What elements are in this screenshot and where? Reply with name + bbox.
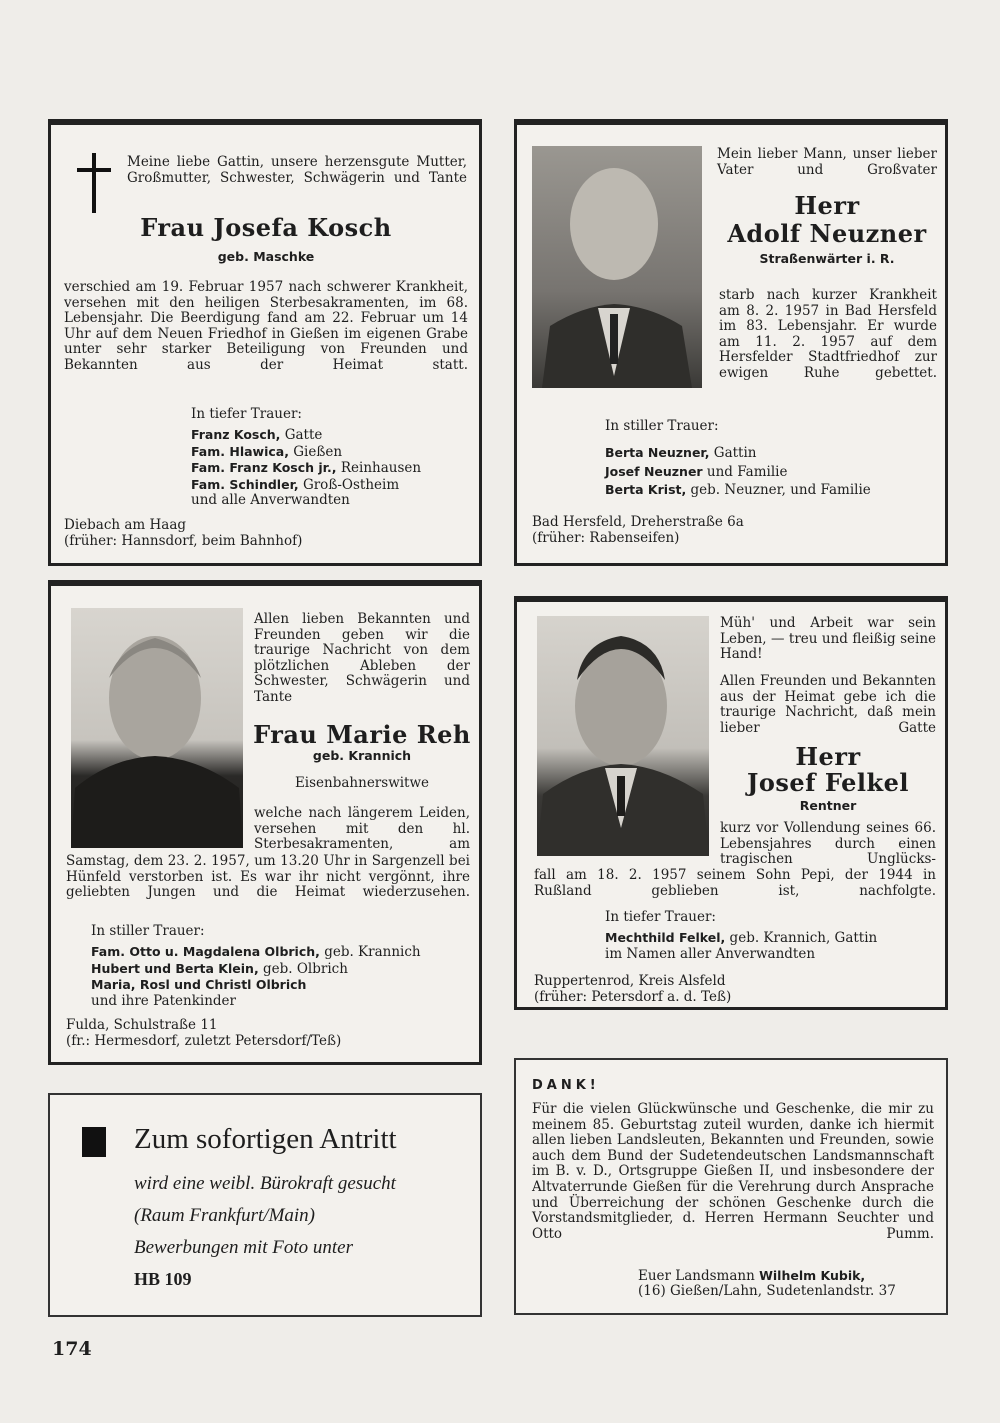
- felkel-address-2: (früher: Petersdorf a. d. Teß): [534, 989, 732, 1005]
- reh-born: geb. Krannich: [312, 748, 412, 763]
- job-advertisement: [48, 1093, 482, 1317]
- felkel-intro-2: Allen Freunden und Bekannten aus der Heimat gebe ich die traurige Nachricht, daß mein lieber Gatte: [720, 673, 936, 736]
- thanks-title: DANK!: [532, 1078, 600, 1093]
- mourner-line: Fam. Hlawica, Gießen: [191, 443, 343, 460]
- felkel-name: Josef Felkel: [747, 768, 909, 797]
- square-bullet-icon: [82, 1127, 106, 1157]
- neuzner-address-1: Bad Hersfeld, Dreherstraße 6a: [532, 514, 744, 530]
- neuzner-address-2: (früher: Rabenseifen): [532, 530, 680, 546]
- felkel-body-1: kurz vor Vollendung seines 66. Lebensjahres durch einen tragischen Unglücks-: [720, 820, 936, 868]
- thanks-body: Für die vielen Glückwünsche und Geschenke, die mir zu meinem 85. Geburtstag zuteil wurden, danke ich hiermit allen lieben Landsleuten, Bekannten und Freunden, sowie auch dem Bund der Sudetendeutschen Landsmannschaft im B. v. D., Ortsgruppe Gießen II, und insbesondere der Altvaterrunde Gießen für die Verehrung durch Ansprache und Überreichung der schönen Geschenke durch die Vorstandsmitglieder, d. Herren Hermann Seuchter und Otto Pumm.: [532, 1101, 934, 1242]
- reh-address-2: (fr.: Hermesdorf, zuletzt Petersdorf/Teß): [66, 1033, 342, 1049]
- neuzner-occupation: Straßenwärter i. R.: [759, 251, 895, 266]
- felkel-title: Herr: [795, 742, 861, 771]
- reh-address-1: Fulda, Schulstraße 11: [66, 1017, 218, 1033]
- felkel-mourners: [605, 930, 935, 962]
- portrait-photo: [532, 146, 702, 388]
- obituary-reh: [48, 580, 482, 1065]
- mourner-line: Fam. Otto u. Magdalena Olbrich, geb. Krannich: [91, 944, 421, 960]
- obituary-felkel: [514, 596, 948, 1010]
- kosch-name: Frau Josefa Kosch: [140, 213, 392, 242]
- neuzner-mourners: [605, 445, 935, 499]
- kosch-body: verschied am 19. Februar 1957 nach schwerer Krankheit, versehen mit den heiligen Sterbesakramenten, im 68. Lebensjahr. Die Beerdigung fand am 22. Februar um 14 Uhr auf dem Neuen Friedhof in Gießen im eigenen Grabe unter sehr starker Beteiligung von Freunden und Bekannten aus der Heimat statt.: [64, 279, 468, 373]
- mourner-line: Maria, Rosl und Christl Olbrich: [91, 977, 307, 993]
- job-line-1: wird eine weibl. Bürokraft gesucht: [134, 1173, 396, 1194]
- mourner-line: Berta Neuzner, Gattin: [605, 445, 757, 461]
- neuzner-mourning-title: In stiller Trauer:: [605, 418, 719, 434]
- neuzner-title: Herr: [794, 191, 860, 220]
- cross-icon: [77, 153, 111, 213]
- portrait-photo: [537, 616, 709, 856]
- reh-body-2: Samstag, dem 23. 2. 1957, um 13.20 Uhr in Sargenzell bei Hünfeld verstorben ist. Es war ihr nicht vergönnt, ihre geliebten Jungen und die Heimat wiederzusehen.: [66, 853, 470, 901]
- reh-mourners: [91, 944, 481, 1009]
- kosch-born: geb. Maschke: [217, 249, 315, 264]
- mourner-line: und ihre Patenkinder: [91, 992, 236, 1009]
- job-line-2: (Raum Frankfurt/Main): [134, 1205, 316, 1226]
- felkel-occupation: Rentner: [799, 798, 857, 813]
- kosch-address-1: Diebach am Haag: [64, 517, 187, 533]
- obituary-neuzner: [514, 119, 948, 566]
- mourner-line: Fam. Schindler, Groß-Ostheim: [191, 476, 400, 493]
- mourner-line: Mechthild Felkel, geb. Krannich, Gattin: [605, 930, 878, 946]
- thanks-signoff: Euer Landsmann: [638, 1268, 755, 1284]
- kosch-address-2: (früher: Hannsdorf, beim Bahnhof): [64, 533, 303, 549]
- neuzner-name: Adolf Neuzner: [727, 219, 927, 248]
- mourner-line: im Namen aller Anverwandten: [605, 945, 816, 962]
- kosch-mourning-title: In tiefer Trauer:: [191, 406, 302, 422]
- felkel-mourning-title: In tiefer Trauer:: [605, 909, 716, 925]
- kosch-mourners: [191, 427, 481, 509]
- job-headline: Zum sofortigen Antritt: [134, 1123, 397, 1155]
- portrait-photo: [71, 608, 243, 848]
- felkel-body-2: fall am 18. 2. 1957 seinem Sohn Pepi, der 1944 in Rußland geblieben ist, nachfolgte.: [534, 867, 936, 899]
- kosch-intro: Meine liebe Gattin, unsere herzensgute Mutter, Großmutter, Schwester, Schwägerin und Tante: [127, 154, 467, 186]
- mourner-line: Fam. Franz Kosch jr., Reinhausen: [191, 460, 422, 477]
- reh-occupation: Eisenbahnerswitwe: [294, 775, 430, 791]
- obituary-kosch: [48, 119, 482, 566]
- mourner-line: Franz Kosch, Gatte: [191, 427, 323, 443]
- mourner-line: Berta Krist, geb. Neuzner, und Familie: [605, 482, 871, 499]
- mourner-line: Hubert und Berta Klein, geb. Olbrich: [91, 960, 348, 977]
- job-line-3: Bewerbungen mit Foto unter: [134, 1237, 353, 1258]
- reh-intro: Allen lieben Bekannten und Freunden geben wir die traurige Nachricht von dem plötzlichen Ableben der Schwester, Schwägerin und Tante: [254, 611, 470, 705]
- felkel-intro-1: Müh' und Arbeit war sein Leben, — treu und fleißig seine Hand!: [720, 615, 936, 663]
- reh-name: Frau Marie Reh: [253, 720, 471, 749]
- thank-you-notice: [514, 1058, 948, 1315]
- mourner-line: und alle Anverwandten: [191, 492, 350, 509]
- mourner-line: Josef Neuzner und Familie: [605, 463, 788, 480]
- reh-mourning-title: In stiller Trauer:: [91, 923, 205, 939]
- neuzner-intro: Mein lieber Mann, unser lieber Vater und Großvater: [717, 146, 937, 178]
- felkel-address-1: Ruppertenrod, Kreis Alsfeld: [534, 973, 726, 989]
- job-code: HB 109: [134, 1269, 192, 1289]
- reh-body-1: welche nach längerem Leiden, versehen mit den hl. Sterbesakramenten, am: [254, 805, 470, 853]
- page-number: 174: [52, 1338, 92, 1360]
- neuzner-body: starb nach kurzer Krankheit am 8. 2. 1957 in Bad Hersfeld im 83. Lebensjahr. Er wurde am 11. 2. 1957 auf dem Hersfelder Stadtfriedhof zur ewigen Ruhe gebettet.: [719, 287, 937, 381]
- thanks-signer: Wilhelm Kubik,: [759, 1268, 866, 1283]
- thanks-address: (16) Gießen/Lahn, Sudetenlandstr. 37: [638, 1283, 896, 1299]
